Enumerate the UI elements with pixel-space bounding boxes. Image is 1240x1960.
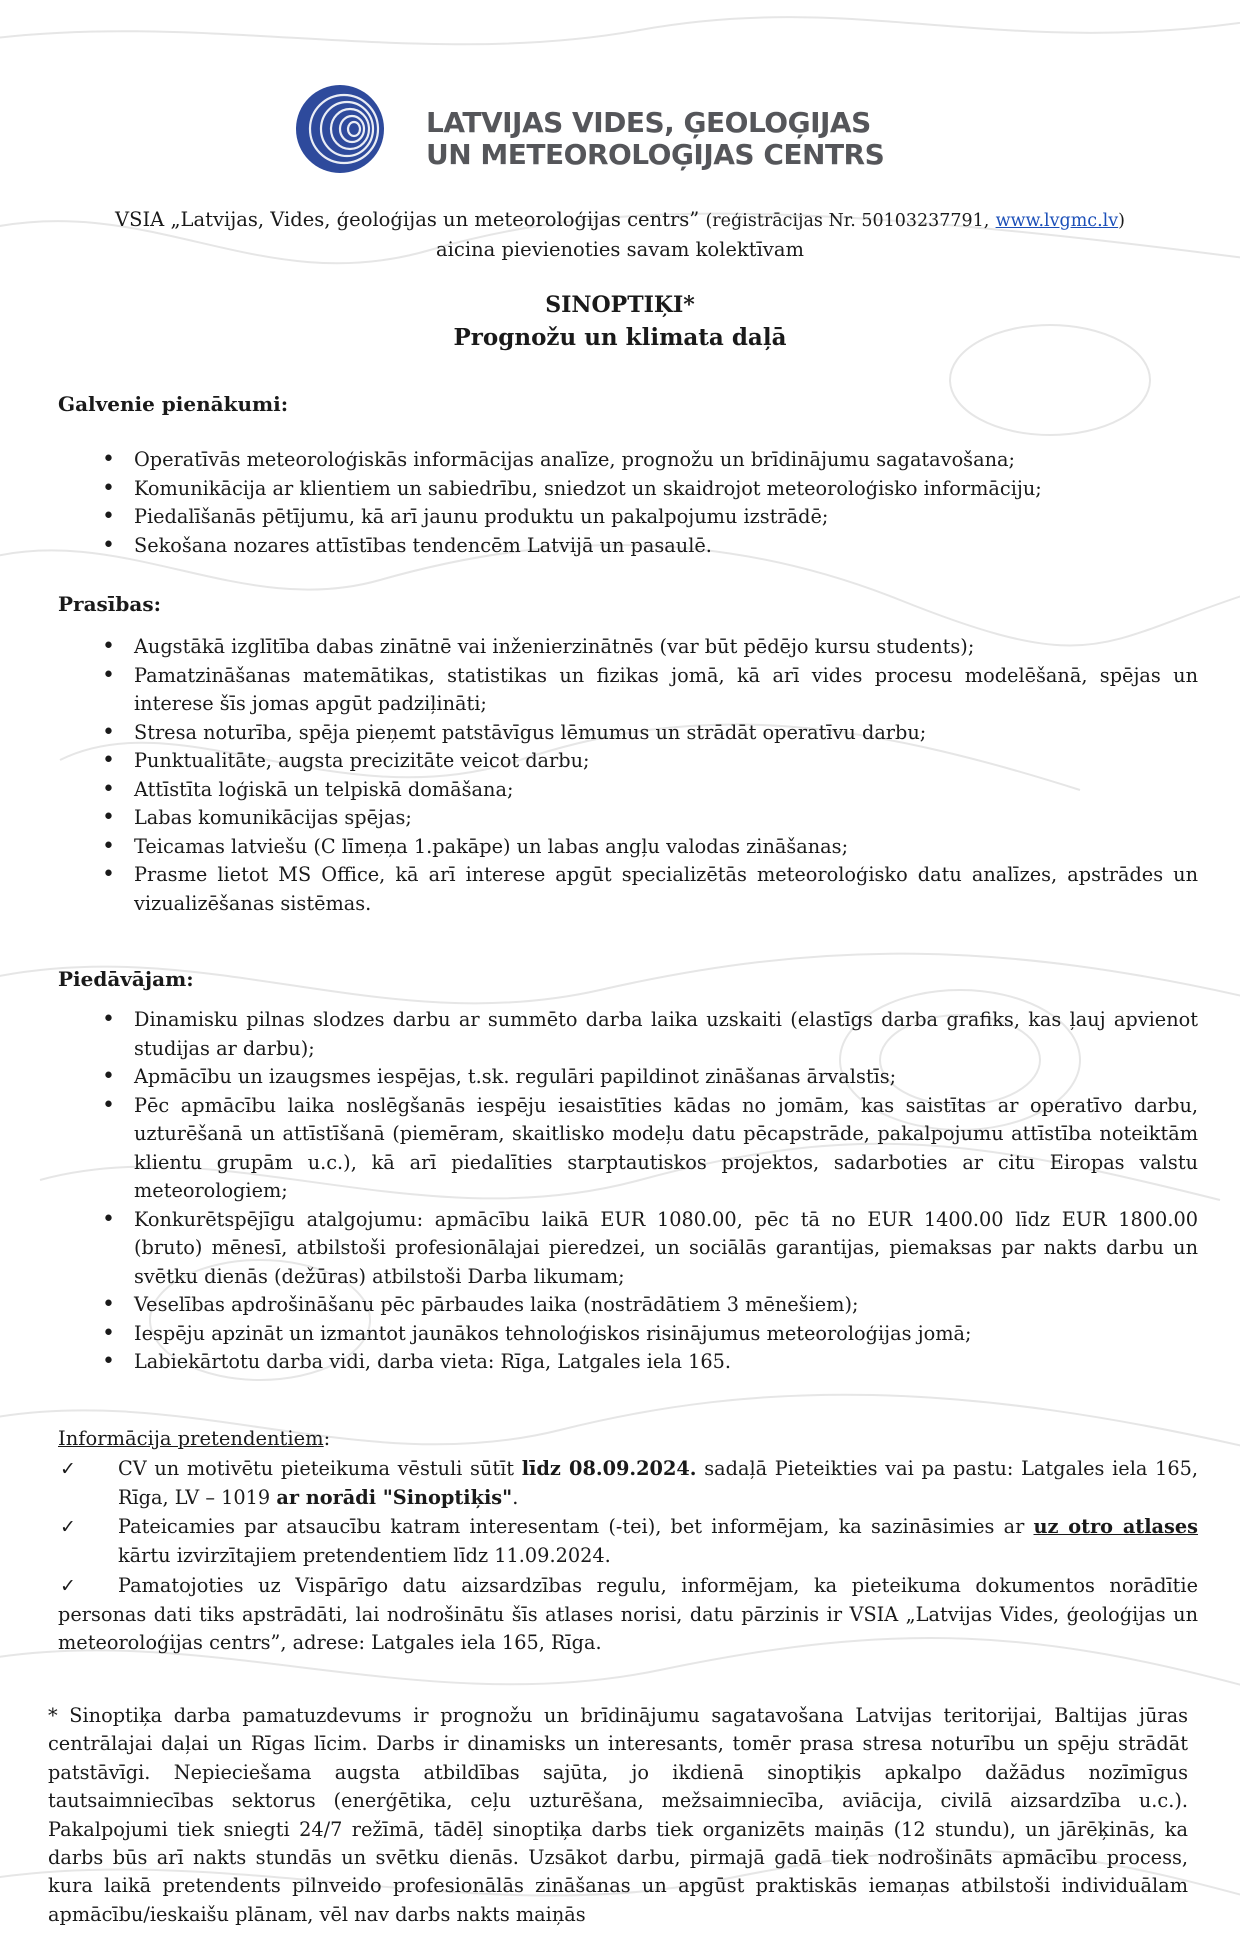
list-item: • Dinamisku pilnas slodzes darbu ar summēto darba laika uzskaiti (elastīgs darba grafiks, kas ļauj apvienot studijas ar darbu); — [102, 1007, 1198, 1060]
intro-line-2: aicina pievienoties savam kolektīvam — [436, 238, 804, 261]
checkmark-icon: ✓ — [60, 1516, 76, 1538]
list-item: • Konkurētspējīgu atalgojumu: apmācību laikā EUR 1080.00, pēc tā no EUR 1400.00 līdz EUR 1800.00 (bruto) mēnesī, atbilstoši profesionālajai pieredzei, un sociālās garantijas, piemaksas par nakts darbu un svētku dienās (dežūras) atbilstoši Darba likumam; — [102, 1206, 1198, 1288]
offer-heading: Piedāvājam: — [58, 967, 194, 991]
list-item: • Stresa noturība, spēja pieņemt patstāvīgus lēmumus un strādāt operatīvu darbu; — [102, 719, 927, 745]
list-item: • Komunikācija ar klientiem un sabiedrību, sniedzot un skaidrojot meteoroloģisko informāciju; — [102, 475, 1042, 501]
lvgmc-logo-icon — [294, 81, 422, 177]
logo-text-line-2: UN METEOROLOĢIJAS CENTRS — [426, 138, 885, 171]
offer-list — [58, 1006, 1198, 1377]
info-item-selection: ✓ Pateicamies par atsaucību katram interesentam (-tei), bet informējam, ka sazināsimies ar uz otro atlases kārtu izvirzītajiem pretendentiem līdz 11.09.2024. — [60, 1515, 1199, 1567]
footnote: * Sinoptiķa darba pamatuzdevums ir prognožu un brīdinājumu sagatavošana Latvijas teritorijai, Baltijas jūras centrālajai daļai un Rīgas līcim. Darbs ir dinamisks un interesants, tomēr prasa stresa noturību un spēju strādāt patstāvīgi. Nepieciešama augsta atbildības sajūta, jo ikdienā sinoptiķis apkalpo dažādus nozīmīgus tautsaimniecības sektorus (enerģētika, ceļu uzturēšana, mežsaimniecība, aviācija, civilā aizsardzība u.c.). Pakalpojumi tiek sniegti 24/7 režīmā, tādēļ sinoptiķa darbs tiek organizēts maiņās (12 stundu), un jārēķinās, ka darbs būs arī nakts stundās un svētku dienās. Uzsākot darbu, pirmajā gadā tiek nodrošināts apmācību process, kura laikā pretendents pilnveido profesionālās zināšanas un apgūst praktiskās iemaņas atbilstoši individuālam apmācību/ieskaišu plānam, vēl nav darbs nakts maiņās — [48, 1704, 1188, 1926]
organization-logo — [294, 81, 885, 177]
list-item: • Sekošana nozares attīstības tendencēm Latvijā un pasaulē. — [102, 532, 712, 558]
list-item: • Attīstīta loģiskā un telpiskā domāšana; — [102, 776, 514, 802]
list-item: • Punktualitāte, augsta precizitāte veicot darbu; — [102, 748, 590, 773]
list-item: • Prasme lietot MS Office, kā arī interese apgūt specializētās meteoroloģisko datu analīzes, apstrādes un vizualizēšanas sistēmas. — [102, 862, 1198, 915]
list-item: • Augstākā izglītība dabas zinātnē vai inženierzinātnēs (var būt pēdējo kursu students); — [102, 634, 975, 659]
info-item-gdpr: ✓ Pamatojoties uz Vispārīgo datu aizsardzības regulu, informējam, ka pieteikuma dokumentos norādītie personas dati tiks apstrādāti, lai nodrošinātu šīs atlases norisi, datu pārzinis ir VSIA „Latvijas Vides, ģeoloģijas un meteoroloģijas centrs”, adrese: Latgales iela 165, Rīga. — [58, 1574, 1198, 1654]
list-item: • Pēc apmācību laika noslēgšanās iespēju iesaistīties kādas no jomām, kas saistītas ar operatīvo darbu, uzturēšanā un attīstīšanā (piemēram, skaitlisko modeļu datu pēcapstrāde, pakalpojumu attīstība noteiktām klientu grupām u.c.), kā arī piedalīties starptautiskos projektos, sadarboties ar citu Eiropas valstu meteorologiem; — [102, 1092, 1198, 1202]
checkmark-icon: ✓ — [60, 1575, 76, 1597]
list-item: • Operatīvās meteoroloģiskās informācijas analīze, prognožu un brīdinājumu sagatavošana; — [102, 447, 1015, 472]
registration-info: (reģistrācijas Nr. 50103237791, — [705, 211, 990, 231]
info-heading: Informācija pretendentiem: — [58, 1427, 331, 1450]
list-item: • Iespēju apzināt un izmantot jaunākos tehnoloģiskos risinājumus meteoroloģijas jomā; — [102, 1320, 972, 1346]
list-item: • Labas komunikācijas spējas; — [102, 805, 412, 830]
logo-text-line-1: LATVIJAS VIDES, ĢEOLOĢIJAS — [426, 106, 871, 139]
list-item: • Labiekārtotu darba vidi, darba vieta: Rīga, Latgales iela 165. — [102, 1349, 732, 1374]
list-item: • Pamatzināšanas matemātikas, statistikas un fizikas jomā, kā arī vides procesu modelēšanā, spējas un interese šīs jomas apgūt padziļināti; — [102, 662, 1198, 715]
list-item: • Piedalīšanās pētījumu, kā arī jaunu produktu un pakalpojumu izstrādē; — [102, 504, 829, 529]
list-item: • Apmācību un izaugsmes iespējas, t.sk. regulāri papildinot zināšanas ārvalstīs; — [102, 1064, 897, 1089]
list-item: • Veselības apdrošināšanu pēc pārbaudes laika (nostrādātiem 3 mēnešiem); — [102, 1292, 859, 1317]
checkmark-icon: ✓ — [60, 1458, 76, 1480]
department-title: Prognožu un klimata daļā — [453, 324, 787, 351]
list-item: • Teicamas latviešu (C līmeņa 1.pakāpe) un labas angļu valodas zināšanas; — [102, 833, 849, 859]
requirements-list — [58, 633, 1198, 918]
duties-heading: Galvenie pienākumi: — [58, 392, 289, 416]
position-title: SINOPTIĶI* — [545, 292, 695, 318]
requirements-heading: Prasības: — [58, 592, 161, 616]
organization-name: VSIA „Latvijas, Vides, ģeoloģijas un meteoroloģijas centrs” — [115, 208, 700, 231]
info-item-deadline: ✓ CV un motivētu pieteikuma vēstuli sūtīt līdz 08.09.2024. sadaļā Pieteikties vai pa pastu: Latgales iela 165, Rīga, LV – 1019 ar norādi "Sinoptiķis". — [60, 1457, 1198, 1509]
duties-list — [58, 446, 1198, 560]
intro-line-1: VSIA „Latvijas, Vides, ģeoloģijas un meteoroloģijas centrs” (reģistrācijas Nr. 50103237791, www.lvgmc.lv) — [115, 208, 1125, 231]
website-link[interactable]: www.lvgmc.lv — [995, 211, 1119, 231]
